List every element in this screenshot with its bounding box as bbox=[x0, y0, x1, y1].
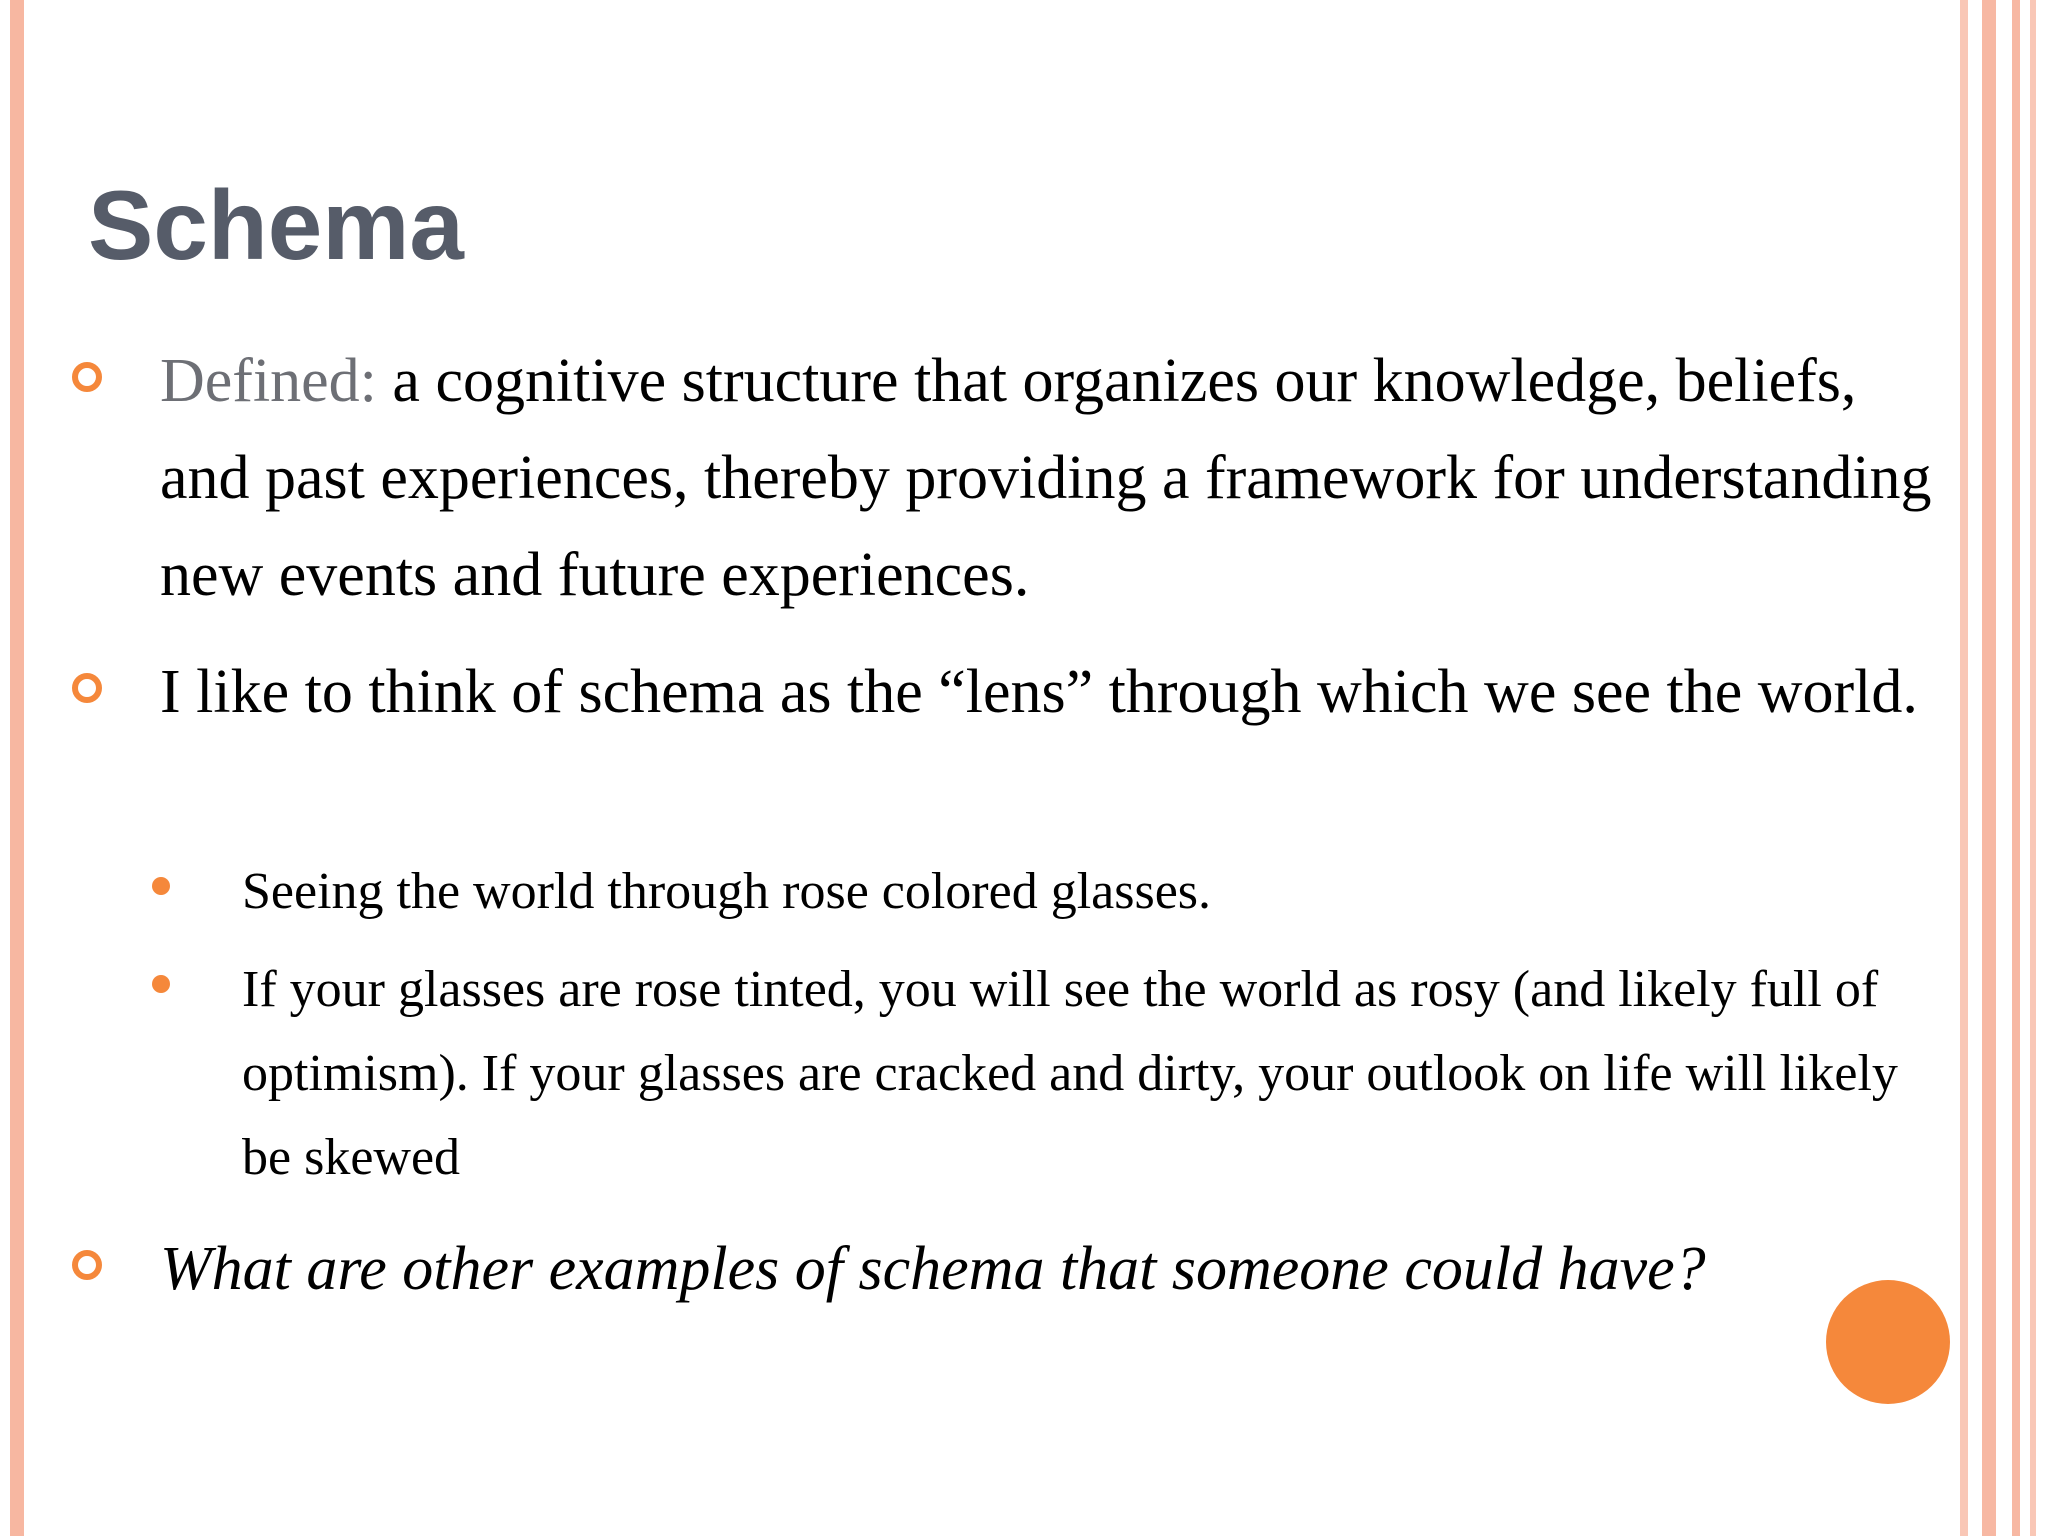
right-border-stripe bbox=[2012, 0, 2020, 1536]
bullet-question: What are other examples of schema that someone could have? bbox=[160, 1235, 1706, 1303]
left-border-stripe bbox=[10, 0, 24, 1536]
right-border-stripe bbox=[1960, 0, 1968, 1536]
bullet-definition bbox=[160, 333, 1940, 624]
circle-bullet-icon bbox=[72, 673, 102, 703]
decorative-orange-circle bbox=[1826, 1280, 1950, 1404]
dot-bullet-icon bbox=[152, 975, 170, 993]
subbullet-tinted-glasses: If your glasses are rose tinted, you will see the world as rosy (and likely full of optimism). If your glasses are cracked and dirty, your outlook on life will likely be skewed bbox=[242, 961, 1898, 1186]
circle-bullet-icon bbox=[72, 1250, 102, 1280]
definition-label: Defined: bbox=[160, 347, 377, 415]
subbullet-rose-glasses: Seeing the world through rose colored glasses. bbox=[242, 863, 1212, 920]
dot-bullet-icon bbox=[152, 877, 170, 895]
definition-text: a cognitive structure that organizes our knowledge, beliefs, and past experiences, thereby providing a framework for understanding new events and future experiences. bbox=[160, 347, 1932, 609]
right-border-stripe bbox=[2030, 0, 2036, 1536]
circle-bullet-icon bbox=[72, 362, 102, 392]
bullet-lens: I like to think of schema as the “lens” through which we see the world. bbox=[160, 658, 1918, 726]
slide-title: Schema bbox=[88, 170, 464, 280]
right-border-stripe bbox=[1982, 0, 1996, 1536]
